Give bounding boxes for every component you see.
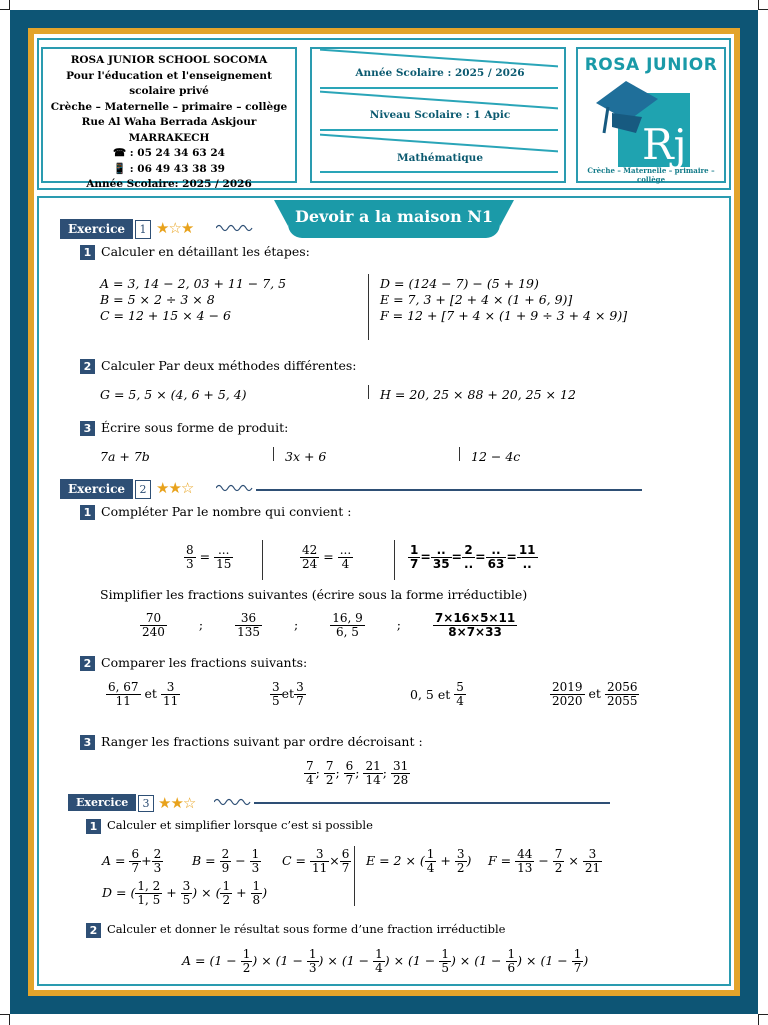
- product-1: 7a + 7b: [100, 449, 150, 464]
- simplify-instruction: Simplifier les fractions suivantes (écrire sous la forme irréductible): [100, 587, 528, 602]
- exercise-header-2: [60, 479, 644, 499]
- question-1-3: [80, 420, 288, 436]
- question-number-badge: 2: [80, 656, 95, 671]
- expr-3-E: E = 2 × ( $\frac{1}{4}$ + $\frac{3}{2}$ ): [366, 847, 472, 875]
- school-phone: ☎ : 05 24 34 63 24: [113, 147, 225, 159]
- expr-C: C = 12 + 15 × 4 − 6: [100, 308, 231, 323]
- crop-mark: [758, 1014, 768, 1025]
- crop-mark: [0, 1014, 10, 1025]
- question-number-badge: 1: [86, 819, 101, 834]
- question-number-badge: 2: [86, 923, 101, 938]
- difficulty-stars-icon: ★☆★: [156, 219, 194, 237]
- decor-stripe: [320, 171, 558, 173]
- decor-stripe: [320, 49, 558, 68]
- decor-stripe: [320, 129, 558, 131]
- question-text: Ranger les fractions suivant par ordre décroisant :: [101, 734, 423, 749]
- school-name: ROSA JUNIOR SCHOOL SOCOMA: [70, 54, 268, 66]
- logo-title: ROSA JUNIOR: [584, 55, 718, 75]
- question-2-1: [80, 504, 351, 520]
- product-2: 3x + 6: [285, 449, 327, 464]
- simplify-fractions: $\frac{70}{240}$ ; $\frac{36}{135}$ ; $\frac{16, 9}{6, 5}$ ; $\frac{7\times 16\times 5\times 11}{8\times 7\times 33}$: [142, 611, 516, 639]
- question-1-1: [80, 244, 310, 260]
- school-year-label: Année Scolaire : 2025 / 2026: [355, 67, 525, 79]
- fraction: $\frac{70}{240}$: [142, 611, 165, 639]
- crop-mark: [758, 0, 768, 10]
- school-logo: [576, 47, 726, 183]
- decor-stripe: [320, 87, 558, 89]
- exercise-number: 1: [135, 220, 151, 239]
- compare-1: $\frac{6, 67}{11}$ et $\frac{3}{11}$: [108, 680, 179, 708]
- question-text: Calculer et simplifier lorsque c’est si possible: [107, 818, 373, 832]
- exercise-header-3: [68, 794, 612, 814]
- logo-subtitle: Crèche – Maternelle – primaire – collège: [587, 166, 715, 184]
- section-rule: [256, 489, 642, 491]
- expr-3-A: A = $\frac{6}{7}$ + $\frac{2}{3}$: [102, 847, 162, 875]
- column-divider: [368, 274, 369, 340]
- column-divider: [262, 540, 263, 580]
- question-number-badge: 3: [80, 421, 95, 436]
- graduation-cap-icon: [578, 73, 724, 173]
- question-text: Calculer en détaillant les étapes:: [101, 244, 310, 259]
- question-number-badge: 3: [80, 735, 95, 750]
- course-info: [310, 47, 566, 183]
- exercise-label: Exercice: [60, 219, 133, 239]
- compare-3: 0, 5 et $\frac{5}{4}$: [410, 680, 464, 708]
- compare-4: $\frac{2019}{2020}$ et $\frac{2056}{2055}$: [552, 680, 638, 708]
- wave-decor-icon: [216, 483, 256, 493]
- school-mobile: 📱 : 06 49 43 38 39: [113, 162, 225, 175]
- question-3-2: [86, 922, 505, 938]
- product-3: 12 − 4c: [471, 449, 521, 464]
- expr-H: H = 20, 25 × 88 + 20, 25 × 12: [380, 387, 576, 402]
- difficulty-stars-icon: ★★☆: [158, 794, 196, 812]
- question-number-badge: 1: [80, 505, 95, 520]
- column-divider: [368, 385, 369, 399]
- expr-3-B: B = $\frac{2}{9}$ − $\frac{1}{3}$: [192, 847, 260, 875]
- column-divider: [394, 540, 395, 580]
- fill-fraction-2: $\frac{42}{24}$ = $\frac{...}{4}$: [302, 543, 352, 571]
- expr-G: G = 5, 5 × (4, 6 + 5, 4): [100, 387, 247, 402]
- question-3-1: [86, 818, 373, 834]
- school-year: Année Scolaire: 2025 / 2026: [86, 178, 252, 190]
- expr-B: B = 5 × 2 ÷ 3 × 8: [100, 292, 215, 307]
- decor-stripe: [320, 91, 558, 110]
- wave-decor-icon: [214, 797, 254, 807]
- exercise-number: 2: [135, 480, 151, 499]
- section-rule: [254, 802, 610, 804]
- expr-D: D = (124 − 7) − (5 + 19): [380, 276, 539, 291]
- expr-3-F: F = $\frac{44}{13}$ − $\frac{7}{2}$ × $\frac{3}{21}$: [488, 847, 601, 875]
- expr-E: E = 7, 3 + [2 + 4 × (1 + 6, 9)]: [380, 292, 573, 307]
- expr-3-C: C = $\frac{3}{11}$ × $\frac{6}{7}$: [282, 847, 350, 875]
- question-text: Calculer Par deux méthodes différentes:: [101, 358, 357, 373]
- rank-fractions: $\frac{7}{4}$ ; $\frac{7}{2}$ ; $\frac{6}{7}$ ; $\frac{21}{14}$ ; $\frac{31}{28}$: [306, 759, 409, 787]
- column-divider: [273, 447, 274, 461]
- question-1-2: [80, 358, 357, 374]
- school-street: Rue Al Waha Berrada Askjour: [81, 116, 257, 128]
- crop-mark: [0, 0, 10, 10]
- expr-A: A = 3, 14 − 2, 03 + 11 − 7, 5: [100, 276, 287, 291]
- difficulty-stars-icon: ★★☆: [156, 479, 194, 497]
- expr-3-product: A = (1 − $\frac{1}{2}$ ) × (1 − $\frac{1}{3}$ ) × (1 − $\frac{1}{4}$ ) × (1 − $\frac{1}{5}$ ) × (1 − $\frac{1}{6}$ ) × (1 − $\frac{1}{7}$ ): [182, 947, 589, 975]
- school-levels: Crèche – Maternelle – primaire – collège: [50, 100, 288, 113]
- question-text: Calculer et donner le résultat sous forme d’une fraction irréductible: [107, 922, 506, 936]
- question-text: Compléter Par le nombre qui convient :: [101, 504, 352, 519]
- exercise-number: 3: [138, 795, 154, 812]
- fraction: $\frac{36}{135}$: [237, 611, 260, 639]
- exercise-label: Exercice: [68, 794, 136, 811]
- question-number-badge: 1: [80, 245, 95, 260]
- fraction: $\frac{16, 9}{6, 5}$: [332, 611, 363, 639]
- school-info: [41, 47, 297, 190]
- question-text: Comparer les fractions suivants:: [101, 655, 308, 670]
- level-label: Niveau Scolaire : 1 Apic: [369, 109, 511, 121]
- school-tagline: Pour l'éducation et l'enseignement scolaire privé: [66, 69, 272, 97]
- fill-fraction-1: $\frac{8}{3}$ = $\frac{...}{15}$: [186, 543, 232, 571]
- question-2-2: [80, 655, 307, 671]
- question-number-badge: 2: [80, 359, 95, 374]
- subject-label: Mathématique: [397, 152, 483, 164]
- page-title: Devoir a la maison N1: [288, 200, 500, 238]
- question-text: Écrire sous forme de produit:: [101, 420, 289, 435]
- fill-fraction-3: $\frac{1}{7}$ = $\frac{..}{35}$ = $\frac{2}{..}$ = $\frac{..}{63}$ = $\frac{11}{..}$: [410, 543, 536, 571]
- expr-3-D: D = ( $\frac{1, 2}{1, 5}$ + $\frac{3}{5}$ ) × ( $\frac{1}{2}$ + $\frac{1}{8}$ ): [102, 879, 268, 907]
- column-divider: [354, 846, 355, 906]
- wave-decor-icon: [216, 223, 256, 233]
- fraction: $\frac{7\times 16\times 5\times 11}{8\times 7\times 33}$: [434, 611, 516, 639]
- decor-stripe: [320, 134, 558, 153]
- logo-letters: Rj: [642, 120, 687, 169]
- exercise-label: Exercice: [60, 479, 133, 499]
- column-divider: [459, 447, 460, 461]
- question-2-3: [80, 734, 423, 750]
- school-city: MARRAKECH: [128, 131, 210, 144]
- expr-F: F = 12 + [7 + 4 × (1 + 9 ÷ 3 + 4 × 9)]: [380, 308, 628, 323]
- exercise-header-1: [60, 219, 350, 239]
- compare-2: $\frac{3}{5}$ et $\frac{3}{7}$: [272, 680, 304, 708]
